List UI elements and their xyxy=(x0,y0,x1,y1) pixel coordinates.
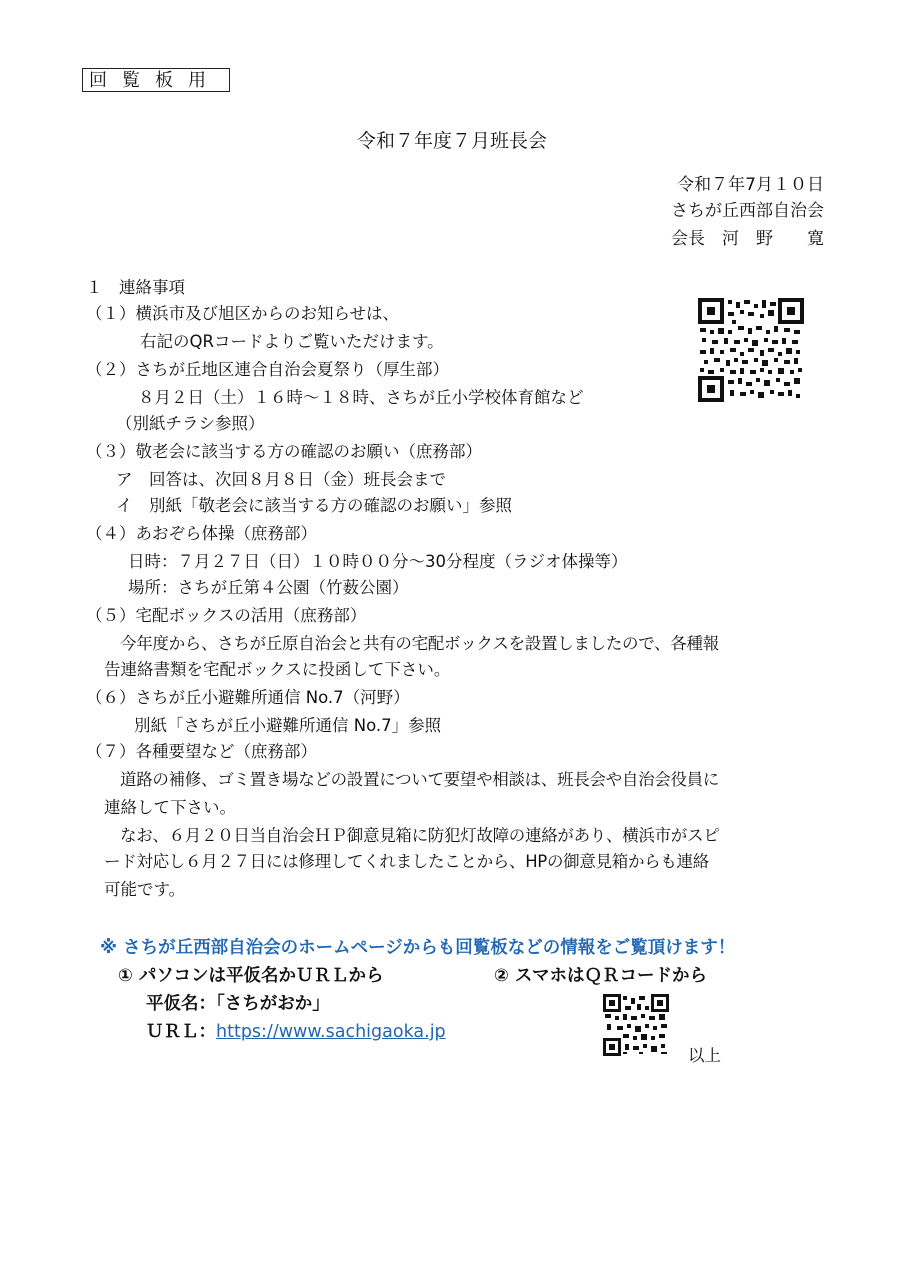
item-4-place: 場所：さちが丘第４公園（竹薮公園） xyxy=(128,578,409,597)
item-7-detail-2: 連絡して下さい。 xyxy=(104,798,236,817)
document-date: 令和７年7月１０日 xyxy=(677,175,824,195)
item-2-detail: ８月２日（土）１６時～１８時、さちが丘小学校体育館など xyxy=(138,388,584,407)
organization-name: さちが丘西部自治会 xyxy=(671,201,824,221)
item-6-heading: （６）さちが丘小避難所通信 No.7（河野） xyxy=(86,688,410,707)
item-3-detail-a: ア 回答は、次回８月８日（金）班長会まで xyxy=(116,470,446,489)
page-title: 令和７年度７月班長会 xyxy=(356,130,547,152)
qr-code-icon xyxy=(603,994,669,1056)
item-7-detail-3: なお、６月２０日当自治会ＨＰ御意見箱に防犯灯故障の連絡があり、横浜市がスピ xyxy=(120,826,720,845)
item-5-detail-2: 告連絡書類を宅配ボックスに投函して下さい。 xyxy=(104,660,451,679)
url-row xyxy=(146,1018,446,1043)
section-heading: １ 連絡事項 xyxy=(86,278,185,297)
item-5-heading: （５）宅配ボックスの活用（庶務部） xyxy=(86,606,367,625)
item-6-detail: 別紙「さちが丘小避難所通信 No.7」参照 xyxy=(134,716,442,735)
hiragana-label: 平仮名：「さちがおか」 xyxy=(146,994,330,1014)
smartphone-access-heading: ② スマホはＱＲコードから xyxy=(494,966,708,986)
item-7-heading: （７）各種要望など（庶務部） xyxy=(86,742,317,761)
item-3-detail-b: イ 別紙「敬老会に該当する方の確認のお願い」参照 xyxy=(116,496,512,515)
homepage-link[interactable]: https://www.sachigaoka.jp xyxy=(216,1022,446,1042)
item-1-detail: 右記のQRコードよりご覧いただけます。 xyxy=(140,332,444,351)
item-4-heading: （４）あおぞら体操（庶務部） xyxy=(86,524,317,543)
qr-code-icon xyxy=(698,298,804,402)
homepage-notice: ※ さちが丘西部自治会のホームページからも回覧板などの情報をご覧頂けます！ xyxy=(100,938,736,958)
item-4-datetime: 日時：７月２７日（日）１０時００分～30分程度（ラジオ体操等） xyxy=(128,552,628,571)
author-name: 会長 河 野 寛 xyxy=(671,229,824,249)
item-7-detail-1: 道路の補修、ゴミ置き場などの設置について要望や相談は、班長会や自治会役員に xyxy=(120,770,720,789)
item-5-detail-1: 今年度から、さちが丘原自治会と共有の宅配ボックスを設置しましたので、各種報 xyxy=(120,634,719,653)
item-2-heading: （２）さちが丘地区連合自治会夏祭り（厚生部） xyxy=(86,360,449,379)
circular-stamp: 回覧板用 xyxy=(82,68,230,92)
pc-access-heading: ① パソコンは平仮名かＵＲＬから xyxy=(118,966,384,986)
item-1-heading: （１）横浜市及び旭区からのお知らせは、 xyxy=(86,304,400,323)
item-7-detail-5: 可能です。 xyxy=(104,880,186,899)
closing-text: 以上 xyxy=(688,1046,721,1065)
item-3-heading: （３）敬老会に該当する方の確認のお願い（庶務部） xyxy=(86,442,482,461)
url-label: ＵＲＬ： xyxy=(146,1022,216,1042)
item-7-detail-4: ード対応し６月２７日には修理してくれましたことから、HPの御意見箱からも連絡 xyxy=(104,852,709,871)
item-2-note: （別紙チラシ参照） xyxy=(116,414,265,433)
